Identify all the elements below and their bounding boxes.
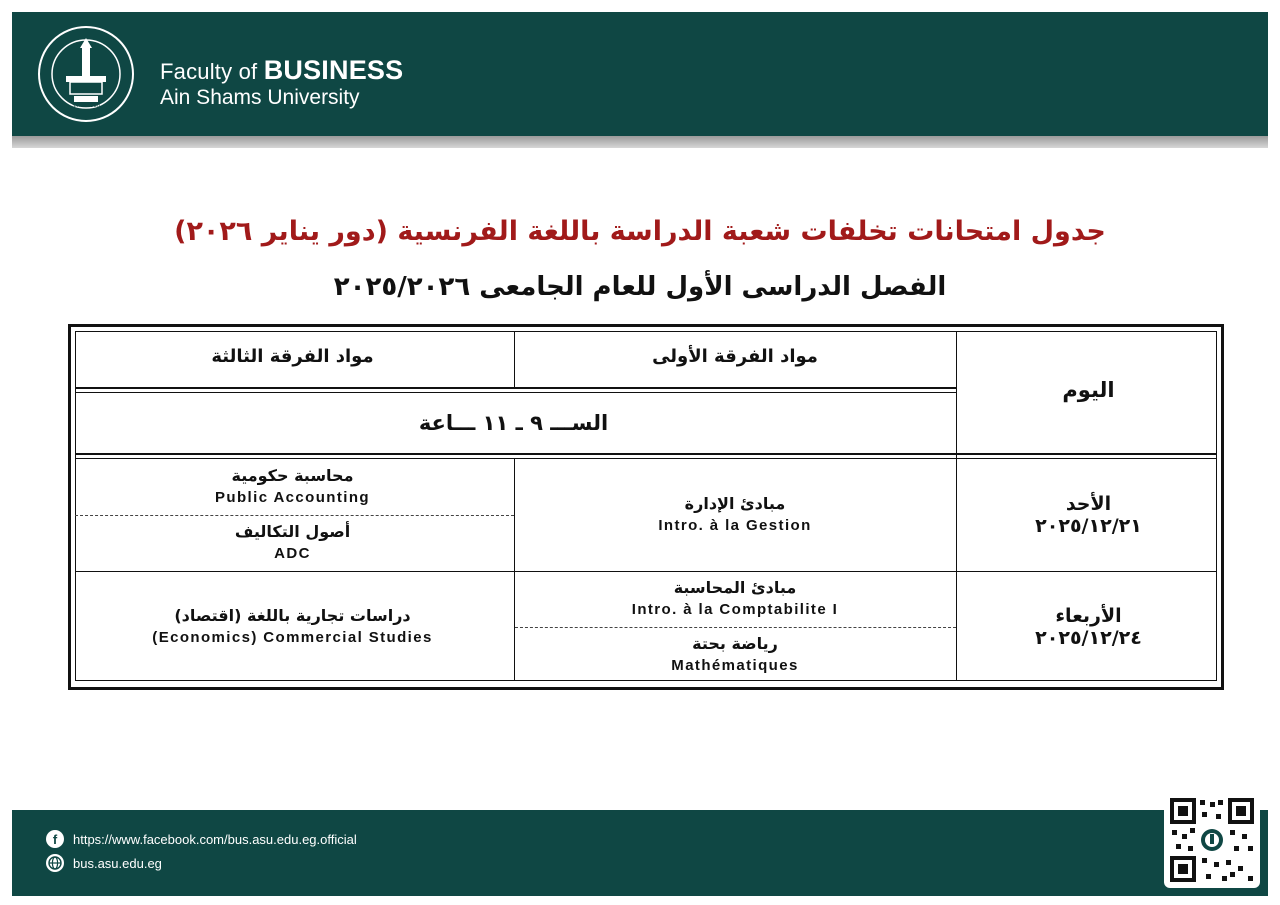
- first-year-subject: [514, 571, 956, 627]
- row-divider: [75, 458, 1217, 459]
- day-name: الأربعاء: [1055, 605, 1122, 627]
- first-year-subject: [514, 627, 956, 683]
- footer-banner: [12, 810, 1268, 896]
- qr-code[interactable]: [1164, 792, 1260, 888]
- day-cell-wednesday: [956, 571, 1221, 683]
- cell-split: [515, 627, 956, 628]
- facebook-icon: f: [46, 830, 64, 848]
- subject-ar: مبادئ المحاسبة: [673, 578, 797, 597]
- first-year-subject: [514, 459, 956, 571]
- svg-text:Since 1950: Since 1950: [72, 103, 100, 109]
- col-divider: [514, 458, 515, 681]
- cell-split: [75, 515, 514, 516]
- exam-date: ٢٠٢٥/١٢/٢٤: [1035, 627, 1142, 649]
- website-url[interactable]: bus.asu.edu.eg: [73, 855, 162, 871]
- day-name: الأحد: [1065, 493, 1112, 515]
- subject-fr: Intro. à la Comptabilite I: [631, 601, 839, 618]
- brand-strong: BUSINESS: [263, 55, 404, 85]
- facebook-link[interactable]: [46, 830, 357, 848]
- subject-ar: محاسبة حكومية: [231, 466, 354, 485]
- col-divider: [514, 331, 515, 388]
- row-divider: [75, 571, 1217, 572]
- inner-border: [75, 680, 1217, 681]
- inner-border: [75, 331, 76, 681]
- third-year-subject: [71, 459, 514, 515]
- header-divider: [12, 136, 1268, 148]
- website-link[interactable]: [46, 854, 162, 872]
- globe-icon: [46, 854, 64, 872]
- subject-fr: ADC: [274, 545, 311, 562]
- exam-schedule-table: [68, 324, 1224, 690]
- subject-ar: رياضة بحتة: [692, 634, 778, 653]
- inner-border: [1216, 331, 1217, 681]
- page-subtitle: الفصل الدراسى الأول للعام الجامعى ٢٠٢٥/٢٠٢٦: [333, 272, 947, 302]
- row-divider: [75, 387, 956, 389]
- university-name: Ain Shams University: [160, 86, 360, 109]
- third-year-subject: [71, 515, 514, 571]
- faculty-logo: [36, 24, 136, 124]
- subject-ar: دراسات تجارية باللغة (اقتصاد): [174, 606, 411, 625]
- subject-ar: أصول التكاليف: [234, 522, 351, 541]
- subject-fr: Mathématiques: [671, 657, 799, 674]
- subject-fr: Public Accounting: [215, 489, 370, 506]
- day-cell-sunday: [956, 459, 1221, 571]
- col-third-year-header: مواد الفرقة الثالثة: [211, 346, 374, 367]
- header-banner: [12, 12, 1268, 136]
- subject-fr: (Economics) Commercial Studies: [152, 629, 433, 646]
- page-title: جدول امتحانات تخلفات شعبة الدراسة باللغة الفرنسية (دور يناير ٢٠٢٦): [174, 216, 1106, 247]
- row-divider: [75, 392, 956, 393]
- exam-date: ٢٠٢٥/١٢/٢١: [1035, 515, 1142, 537]
- exam-time: الســـ ٩ ـ ١١ ـــاعة: [418, 411, 609, 435]
- subject-fr: Intro. à la Gestion: [658, 517, 812, 534]
- col-divider: [956, 331, 957, 681]
- day-header: اليوم: [1062, 378, 1115, 402]
- facebook-url[interactable]: https://www.facebook.com/bus.asu.edu.eg.official: [73, 831, 357, 847]
- third-year-subject: [71, 571, 514, 683]
- inner-border: [75, 331, 1217, 332]
- subject-ar: مبادئ الإدارة: [684, 494, 786, 513]
- row-divider: [75, 453, 1217, 455]
- brand-prefix: Faculty of: [160, 59, 258, 84]
- col-first-year-header: مواد الفرقة الأولى: [652, 346, 818, 367]
- brand-block: [160, 56, 403, 110]
